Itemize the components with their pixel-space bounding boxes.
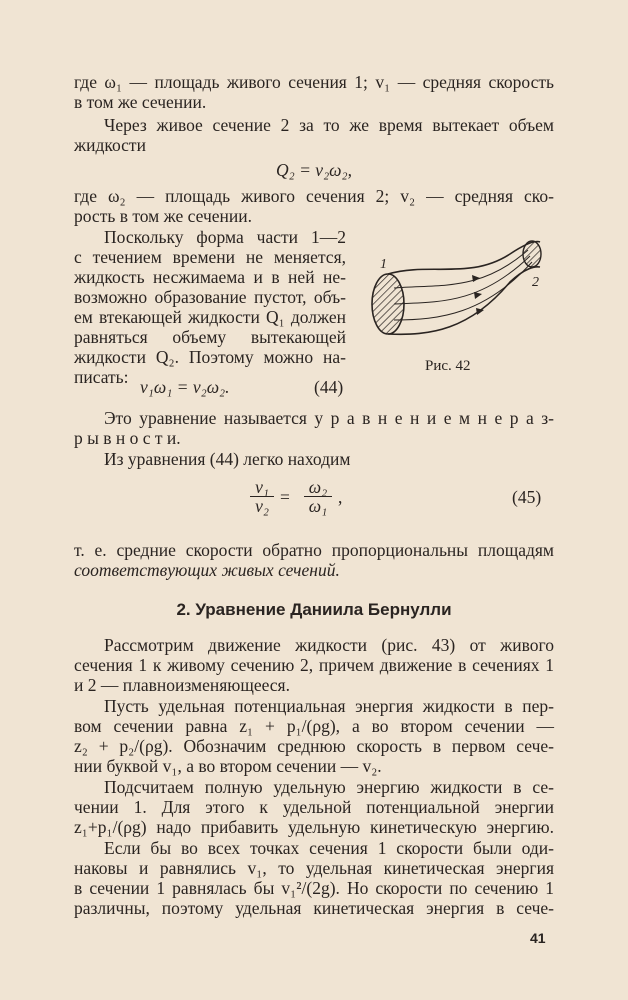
figure-label-2: 2 (532, 275, 539, 290)
text-line: где ω₁ — площадь живого сечения 1; v₁ — средняя скорость (74, 72, 554, 92)
fraction-denominator: ω₁ (304, 496, 332, 515)
text-line: чении 1. Для этого к удельной потенциальной энергии (74, 797, 554, 817)
text-line: Q₂ = v₂ω₂, (276, 160, 352, 180)
text-line: жидкость несжимаема и в ней не- (74, 267, 346, 287)
text-line: писать: (74, 367, 129, 387)
equals-sign: = (280, 487, 290, 507)
text-line: Из уравнения (44) легко находим (104, 449, 351, 469)
text-line: р ы в н о с т и. (74, 428, 181, 448)
figure-42-flow-tube (360, 232, 560, 352)
text-line: Если бы во всех точках сечения 1 скорости были оди- (104, 838, 554, 858)
equation-comma: , (338, 487, 343, 507)
text-line: жидкости (74, 135, 146, 155)
text-line: вом сечении равна z₁ + p₁/(ρg), а во втором сечении — (74, 716, 554, 736)
section-heading: 2. Уравнение Даниила Бернулли (176, 600, 452, 619)
figure-label-1: 1 (380, 257, 387, 272)
text-line: равняться объему вытекающей (74, 327, 346, 347)
text-line: т. е. средние скорости обратно пропорциональны площадям (74, 540, 554, 560)
text-line: наковы и равнялись v₁, то удельная кинетическая энергия (74, 858, 554, 878)
fraction-v1-v2 (250, 478, 274, 515)
text-line: Пусть удельная потенциальная энергия жидкости в пер- (104, 696, 554, 716)
text-line: жидкости Q₂. Поэтому можно на- (74, 347, 346, 367)
equation-45-number: (45) (512, 487, 542, 507)
text-line: в сечении 1 равнялась бы v₁²/(2g). Но скорости по сечению 1 (74, 878, 554, 898)
equation-44-number: (44) (314, 377, 344, 397)
text-line: рость в том же сечении. (74, 206, 252, 226)
figure-caption: Рис. 42 (425, 358, 471, 374)
text-line: ем втекающей жидкости Q₁ должен (74, 307, 346, 327)
text-line: где ω₂ — площадь живого сечения 2; v₂ — средняя ско- (74, 186, 554, 206)
text-line: соответствующих живых сечений. (74, 560, 340, 580)
text-line: Это уравнение называется у р а в н е н и е м н е р а з- (104, 408, 554, 428)
fraction-denominator: v₂ (250, 496, 274, 515)
fraction-numerator: v₁ (255, 477, 269, 497)
text-line: нии буквой v₁, а во втором сечении — v₂. (74, 756, 382, 776)
text-line: Рассмотрим движение жидкости (рис. 43) от живого (104, 635, 554, 655)
text-line: Подсчитаем полную удельную энергию жидкости в се- (104, 777, 554, 797)
fraction-w2-w1 (304, 478, 332, 515)
text-line: возможно образование пустот, объ- (74, 287, 346, 307)
text-line: и 2 — плавноизменяющееся. (74, 675, 290, 695)
text-line: z₁+p₁/(ρg) надо прибавить удельную кинетическую энергию. (74, 817, 554, 837)
text-line: Поскольку форма части 1—2 (104, 227, 346, 247)
equation-44: v₁ω₁ = v₂ω₂. (140, 377, 230, 397)
text-line: z₂ + p₂/(ρg). Обозначим среднюю скорость в первом сече- (74, 736, 554, 756)
text-line: Через живое сечение 2 за то же время вытекает объем (104, 115, 554, 135)
fraction-numerator: ω₂ (308, 477, 328, 497)
text-line: с течением времени не меняется, (74, 247, 346, 267)
page-number: 41 (530, 930, 546, 946)
text-line: сечения 1 к живому сечению 2, причем движение в сечениях 1 (74, 655, 554, 675)
text-line: различны, поэтому удельная кинетическая энергия в сече- (74, 898, 554, 918)
text-line: в том же сечении. (74, 92, 207, 112)
